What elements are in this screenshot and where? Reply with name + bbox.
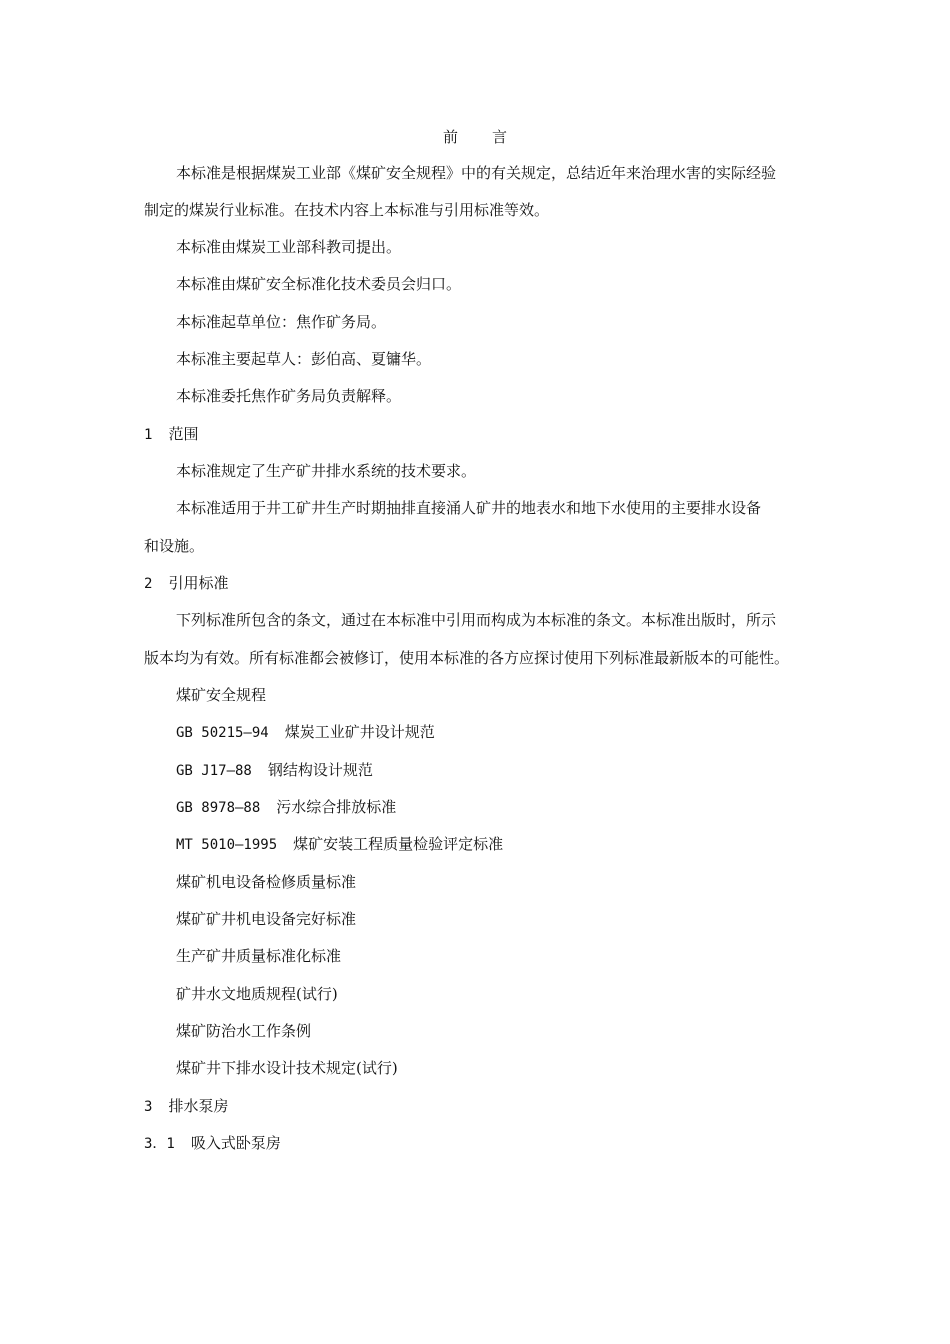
reference-item <box>176 909 356 929</box>
section-1-paragraph-1: 本标准规定了生产矿井排水系统的技术要求。 <box>176 462 477 480</box>
section-1-number: 1 <box>144 427 153 443</box>
foreword-paragraph-3: 本标准由煤矿安全标准化技术委员会归口。 <box>176 275 462 293</box>
reference-item <box>176 760 373 781</box>
reference-title: 煤矿机电设备检修质量标准 <box>176 873 357 891</box>
section-2-paragraph-1-line-1: 下列标准所包含的条文，通过在本标准中引用而构成为本标准的条文。本标准出版时，所示 <box>176 611 777 629</box>
reference-title: 矿井水文地质规程(试行) <box>176 985 338 1003</box>
foreword-paragraph-1-line-1: 本标准是根据煤炭工业部《煤矿安全规程》中的有关规定，总结近年来治理水害的实际经验 <box>176 164 777 182</box>
reference-code: GB 50215—94 <box>176 725 269 741</box>
reference-title: 煤矿防治水工作条例 <box>176 1022 312 1040</box>
section-1-title: 范围 <box>168 425 199 443</box>
reference-item <box>176 946 341 966</box>
reference-title: 污水综合排放标准 <box>276 798 397 816</box>
foreword-paragraph-5: 本标准主要起草人：彭伯高、夏镛华。 <box>176 350 432 368</box>
reference-title: 煤矿安全规程 <box>176 686 267 704</box>
reference-item <box>176 722 435 743</box>
section-3-title: 排水泵房 <box>168 1097 229 1115</box>
section-3-number: 3 <box>144 1099 153 1115</box>
section-3-heading <box>144 1096 228 1117</box>
section-3-1-title: 吸入式卧泵房 <box>190 1134 281 1152</box>
reference-item <box>176 872 356 892</box>
reference-item <box>176 797 396 818</box>
reference-title: 生产矿井质量标准化标准 <box>176 947 342 965</box>
reference-title: 煤矿矿井机电设备完好标准 <box>176 910 357 928</box>
section-3-1-heading <box>144 1133 281 1154</box>
page-title: 前言 <box>442 128 541 146</box>
section-1-heading <box>144 424 198 445</box>
foreword-paragraph-6: 本标准委托焦作矿务局负责解释。 <box>176 387 402 405</box>
reference-item <box>176 834 503 855</box>
section-2-title: 引用标准 <box>168 574 229 592</box>
reference-item <box>176 1058 398 1078</box>
reference-item <box>176 1021 311 1041</box>
reference-item <box>176 685 266 705</box>
section-1-paragraph-2-line-2: 和设施。 <box>144 537 205 555</box>
reference-title: 煤炭工业矿井设计规范 <box>284 723 435 741</box>
section-1-paragraph-2-line-1: 本标准适用于井工矿井生产时期抽排直接涌人矿井的地表水和地下水使用的主要排水设备 <box>176 499 762 517</box>
foreword-paragraph-2: 本标准由煤炭工业部科教司提出。 <box>176 238 402 256</box>
section-3-1-number: 3．1 <box>144 1136 175 1152</box>
foreword-paragraph-4: 本标准起草单位：焦作矿务局。 <box>176 313 387 331</box>
section-2-paragraph-1-line-2: 版本均为有效。所有标准都会被修订，使用本标准的各方应探讨使用下列标准最新版本的可能性。 <box>144 649 790 667</box>
reference-code: MT 5010—1995 <box>176 837 278 853</box>
foreword-paragraph-1-line-2: 制定的煤炭行业标准。在技术内容上本标准与引用标准等效。 <box>144 201 550 219</box>
reference-code: GB J17—88 <box>176 763 252 779</box>
section-2-number: 2 <box>144 576 153 592</box>
reference-title: 煤矿安装工程质量检验评定标准 <box>293 835 504 853</box>
reference-title: 钢结构设计规范 <box>267 761 373 779</box>
reference-item <box>176 984 338 1004</box>
reference-title: 煤矿井下排水设计技术规定(试行) <box>176 1059 398 1077</box>
reference-code: GB 8978—88 <box>176 800 261 816</box>
section-2-heading <box>144 573 228 594</box>
